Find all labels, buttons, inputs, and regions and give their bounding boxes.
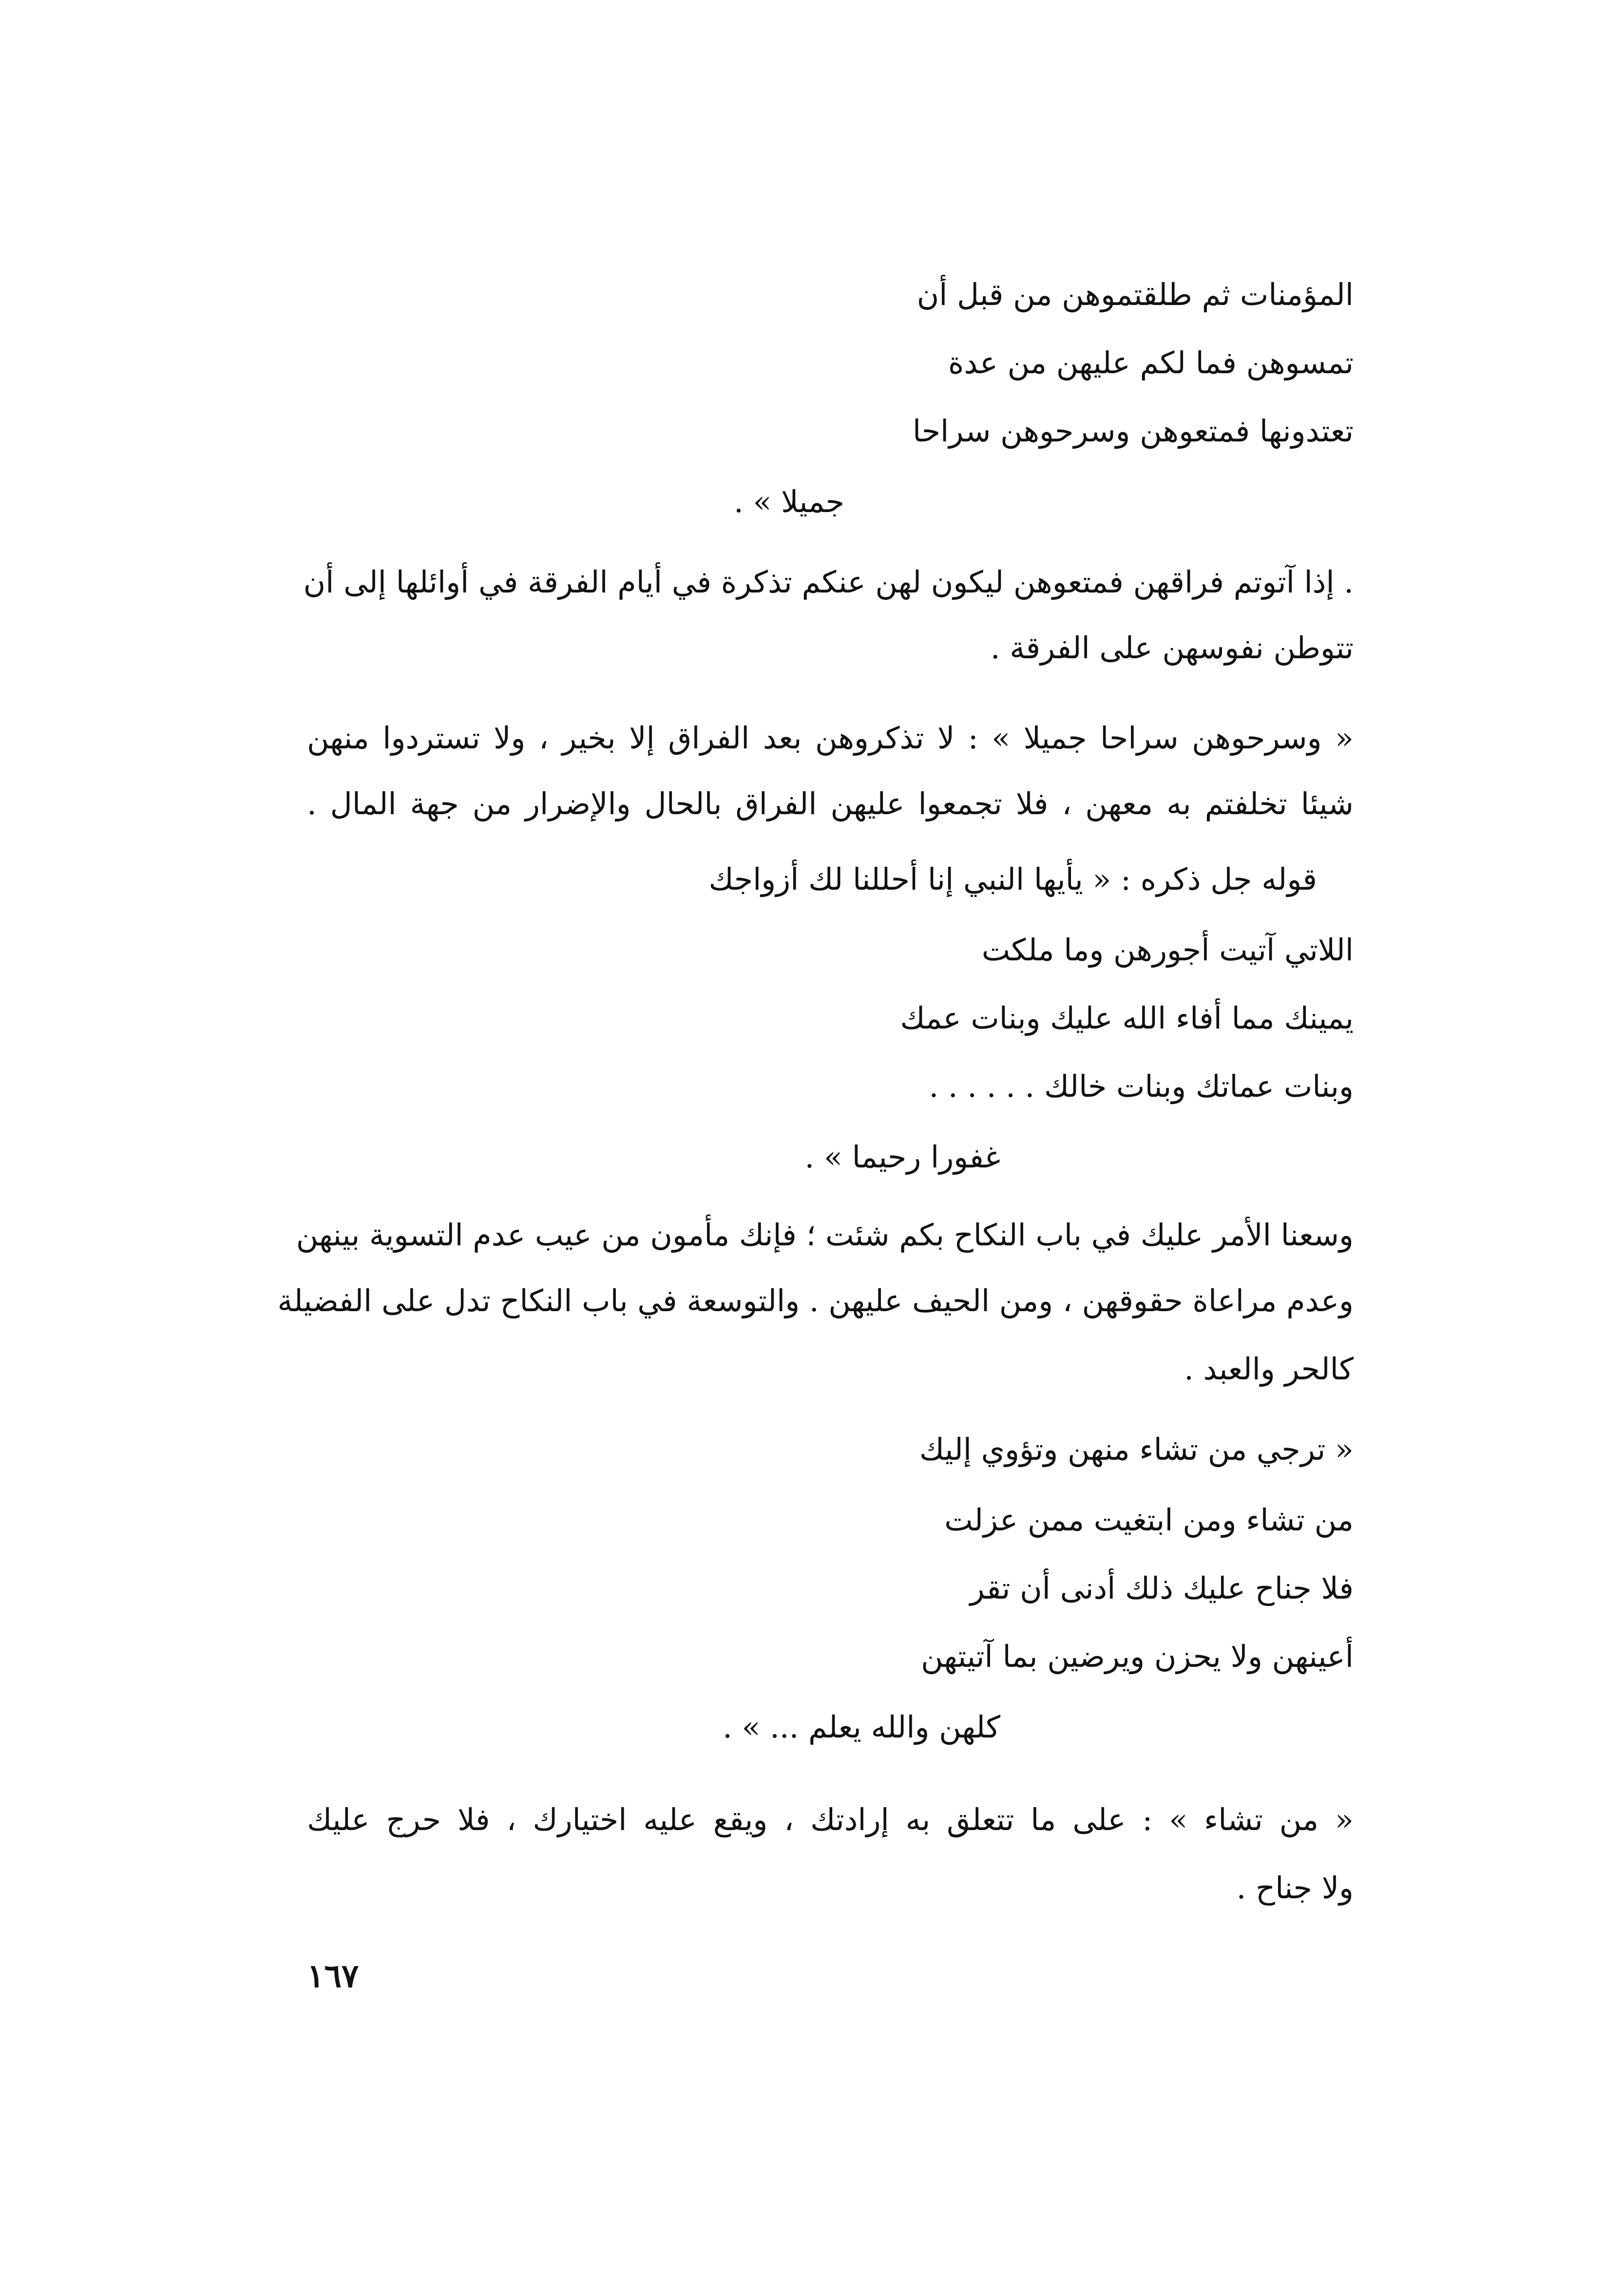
verse2-line-5: غفورا رحيما » . xyxy=(804,1139,1000,1175)
para2-line-1: « وسرحوهن سراحا جميلا » : لا تذكروهن بعد الفراق إلا بخير ، ولا تستردوا منهن xyxy=(307,720,1354,756)
page-number: ١٦٧ xyxy=(307,1957,359,1995)
verse2-line-2: اللاتي آتيت أجورهن وما ملكت xyxy=(981,932,1354,968)
verse3-line-3: فلا جناح عليك ذلك أدنى أن تقر xyxy=(970,1570,1354,1606)
para3-line-2: وعدم مراعاة حقوقهن ، ومن الحيف عليهن . والتوسعة في باب النكاح تدل على الفضيلة xyxy=(277,1283,1354,1318)
para4-line-2: ولا جناح . xyxy=(1236,1870,1354,1906)
para1-line-1: . إذا آتوتم فراقهن فمتعوهن ليكون لهن عنكم تذكرة في أيام الفرقة في أوائلها إلى أن xyxy=(303,564,1354,600)
verse1-line-2: تمسوهن فما لكم عليهن من عدة xyxy=(948,345,1354,381)
verse3-line-1: « ترجي من تشاء منهن وتؤوي إليك xyxy=(919,1432,1354,1467)
para3-line-3: كالحر والعبد . xyxy=(1184,1351,1354,1387)
verse3-line-2: من تشاء ومن ابتغيت ممن عزلت xyxy=(944,1502,1354,1538)
verse2-line-1: قوله جل ذكره : « يأيها النبي إنا أحللنا لك أزواجك xyxy=(708,861,1317,897)
verse3-line-4: أعينهن ولا يحزن ويرضين بما آتيتهن xyxy=(921,1639,1354,1674)
verse1-line-3: تعتدونها فمتعوهن وسرحوهن سراحا xyxy=(912,413,1354,449)
verse1-line-1: المؤمنات ثم طلقتموهن من قبل أن xyxy=(917,277,1354,312)
verse3-line-5: كلهن والله يعلم ... » . xyxy=(723,1709,1000,1745)
para1-line-2: تتوطن نفوسهن على الفرقة . xyxy=(990,630,1354,666)
verse2-line-4: وبنات عماتك وبنات خالك . . . . . . xyxy=(929,1069,1354,1104)
para2-line-2: شيئا تخلفتم به معهن ، فلا تجمعوا عليهن الفراق بالحال والإضرار من جهة المال . xyxy=(307,786,1354,821)
para4-line-1: « من تشاء » : على ما تتعلق به إرادتك ، ويقع عليه اختيارك ، فلا حرج عليك xyxy=(307,1802,1354,1837)
verse2-line-3: يمينك مما أفاء الله عليك وبنات عمك xyxy=(900,1000,1354,1036)
verse1-line-4: جميلا » . xyxy=(734,484,844,519)
para3-line-1: وسعنا الأمر عليك في باب النكاح بكم شئت ؛ فإنك مأمون من عيب عدم التسوية بينهن xyxy=(296,1217,1354,1253)
